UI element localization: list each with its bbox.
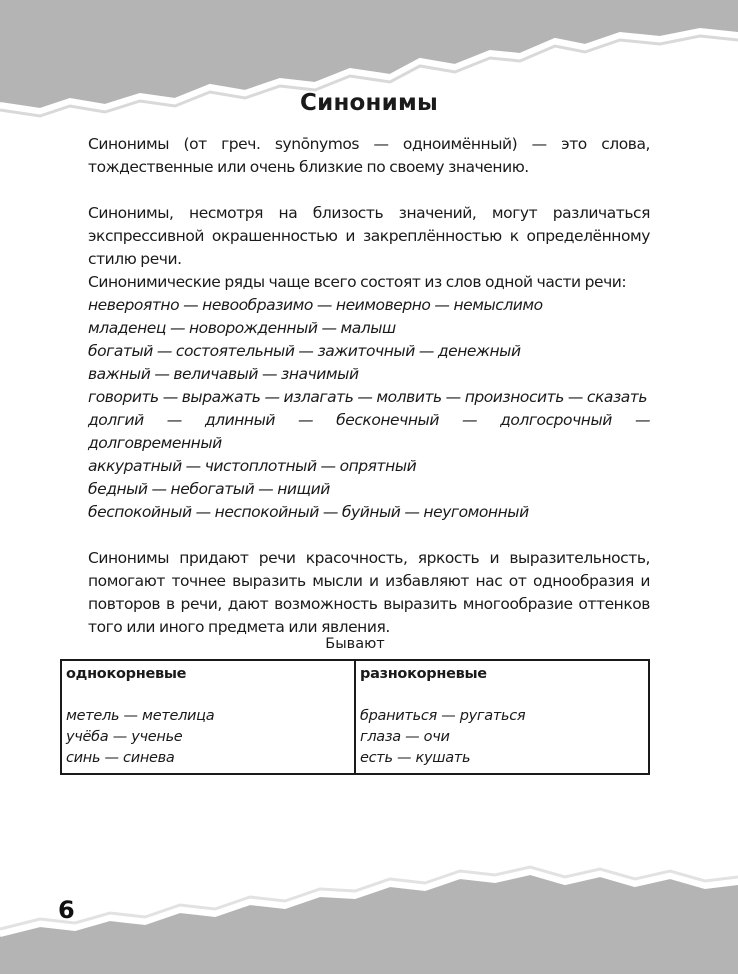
- table-caption: Бывают: [325, 636, 385, 652]
- definition-paragraph: Синонимы (от греч. synōnymos — одноимённый) — это слова, тождественные или очень близкие по своему значению.: [88, 135, 650, 176]
- synonym-row: богатый — состоятельный — зажиточный — денежный: [88, 342, 521, 360]
- page-title: Синонимы: [300, 90, 438, 116]
- example-pair: учёба — ученье: [66, 729, 183, 745]
- synonym-row: важный — величавый — значимый: [88, 365, 359, 383]
- column-header: разнокорневые: [360, 666, 487, 682]
- synonym-row: аккуратный — чистоплотный — опрятный: [88, 457, 417, 475]
- example-pair: глаза — очи: [360, 729, 450, 745]
- synonym-rows-list: [88, 294, 650, 524]
- synonym-types-table: [60, 659, 650, 775]
- example-pair: синь — синева: [66, 750, 175, 766]
- synonym-row: долгий — длинный — бесконечный — долгосрочный — долговременный: [88, 411, 650, 452]
- column-header: однокорневые: [66, 666, 187, 682]
- purpose-paragraph: Синонимы придают речи красочность, яркость и выразительность, помогают точнее выразить мысли и избавляют нас от однообразия и повторов в речи, дают возможность выразить многообразие оттенков того или иного предмета или явления.: [88, 549, 650, 636]
- synonym-rows-intro: Синонимические ряды чаще всего состоят из слов одной части речи:: [88, 273, 627, 291]
- expressiveness-paragraph: Синонимы, несмотря на близость значений, могут различаться экспрессивной окрашенностью и закреплённостью к определённому стилю речи.: [88, 204, 650, 268]
- example-pair: браниться — ругаться: [360, 708, 526, 724]
- page-number: 6: [58, 896, 75, 924]
- synonym-row: беспокойный — неспокойный — буйный — неугомонный: [88, 503, 529, 521]
- torn-paper-bottom-decoration: [0, 855, 738, 974]
- synonym-row: младенец — новорожденный — малыш: [88, 319, 396, 337]
- example-pair: есть — кушать: [360, 750, 471, 766]
- main-text: [88, 133, 650, 639]
- synonym-row: говорить — выражать — излагать — молвить — произносить — сказать: [88, 388, 648, 406]
- example-pair: метель — метелица: [66, 708, 215, 724]
- synonym-row: бедный — небогатый — нищий: [88, 480, 330, 498]
- synonym-row: невероятно — невообразимо — неимоверно — немыслимо: [88, 296, 543, 314]
- table-column-different-root: [355, 660, 649, 774]
- table-column-same-root: [61, 660, 355, 774]
